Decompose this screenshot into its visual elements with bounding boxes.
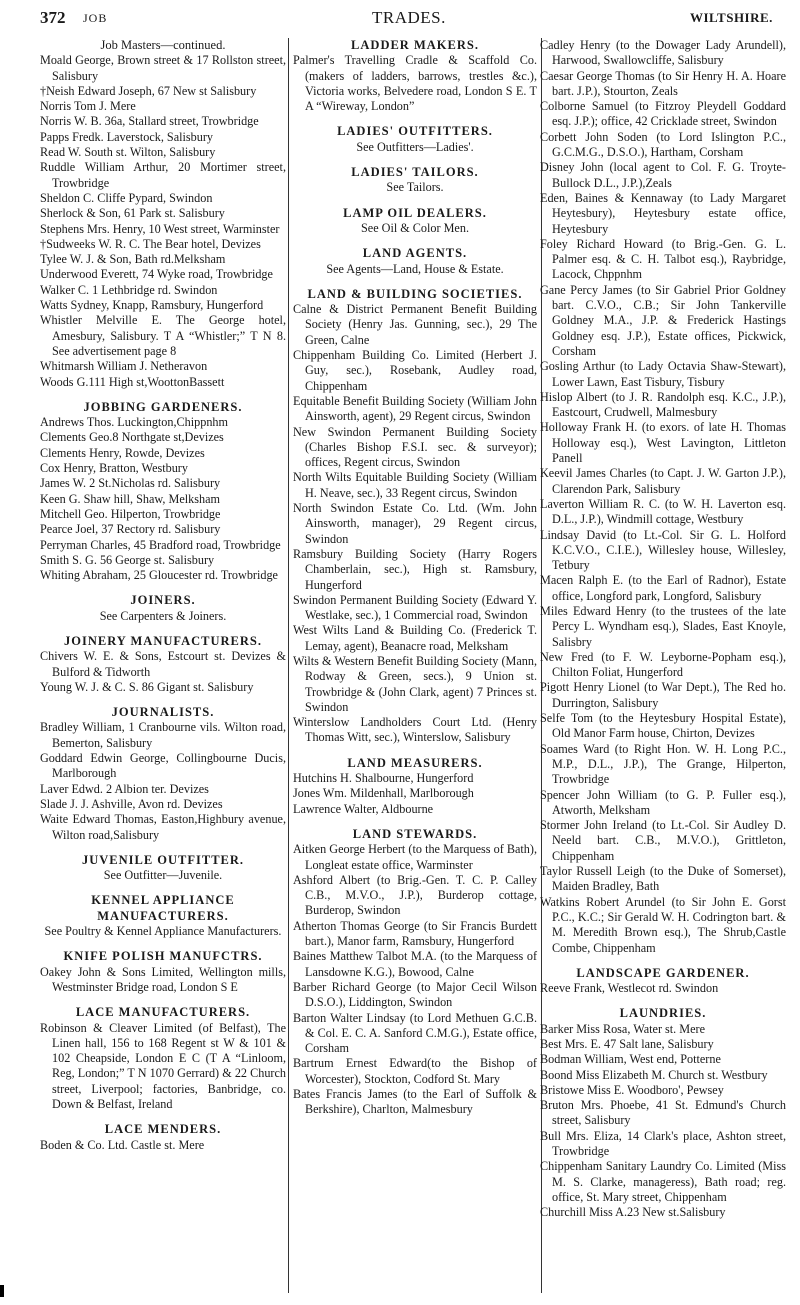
directory-entry: Holloway Frank H. (to exors. of late H. Thomas Holloway esq.), West Lavington, Littleton Panell	[540, 420, 786, 466]
section-heading: LAND AGENTS.	[362, 246, 468, 261]
directory-entry: Chippenham Building Co. Limited (Herbert J. Guy, sec.), Rosebank, Audley road, Chippenham	[293, 348, 537, 393]
cross-reference: See Outfitter—Juvenile.	[103, 868, 223, 883]
directory-entry: Winterslow Landholders Court Ltd. (Henry Thomas Witt, sec.), Winterslow, Salisbury	[293, 715, 537, 745]
section-heading: LAND MEASURERS.	[347, 755, 483, 770]
directory-entry: Read W. South st. Wilton, Salisbury	[40, 145, 216, 160]
directory-entry: Chippenham Sanitary Laundry Co. Limited (Miss M. S. Clarke, manageress), Bath road; reg. office, St. Mary street, Chippenham	[540, 1159, 786, 1204]
directory-entry: †Neish Edward Joseph, 67 New st Salisbury	[40, 83, 257, 98]
directory-entry: Clements Geo.8 Northgate st,Devizes	[40, 430, 224, 445]
directory-entry: Bristowe Miss E. Woodboro', Pewsey	[540, 1082, 724, 1097]
directory-entry: Selfe Tom (to the Heytesbury Hospital Estate), Old Manor Farm house, Chirton, Devizes	[540, 711, 786, 741]
section-heading: JOINERY MANUFACTURERS.	[64, 633, 262, 648]
directory-entry: Bradley William, 1 Cranbourne vils. Wilton road, Bemerton, Salisbury	[40, 720, 286, 750]
directory-entry: Young W. J. & C. S. 86 Gigant st. Salisbury	[40, 679, 254, 694]
directory-entry: Whiting Abraham, 25 Gloucester rd. Trowbridge	[40, 568, 278, 583]
directory-entry: Norris Tom J. Mere	[40, 99, 136, 114]
directory-entry: Caesar George Thomas (to Sir Henry H. A. Hoare bart. J.P.), Stourton, Zeals	[540, 68, 786, 98]
section-heading: KENNEL APPLIANCE MANUFACTURERS.	[91, 893, 235, 923]
directory-entry: Bodman William, West end, Potterne	[540, 1052, 721, 1067]
cross-reference: See Agents—Land, House & Estate.	[326, 261, 504, 276]
directory-entry: Barker Miss Rosa, Water st. Mere	[540, 1021, 705, 1036]
continued-heading: Job Masters—continued.	[100, 38, 226, 52]
directory-entry: Best Mrs. E. 47 Salt lane, Salisbury	[540, 1037, 714, 1051]
section-heading: LANDSCAPE GARDENER.	[576, 965, 750, 980]
directory-entry: Mitchell Geo. Hilperton, Trowbridge	[40, 506, 221, 521]
directory-entry: Pigott Henry Lionel (to War Dept.), The Red ho. Durrington, Salisbury	[540, 680, 786, 710]
directory-entry: James W. 2 St.Nicholas rd. Salisbury	[40, 476, 221, 491]
directory-entry: Goddard Edwin George, Collingbourne Ducis, Marlborough	[40, 751, 286, 781]
section-heading: JOBBING GARDENERS.	[83, 399, 243, 414]
directory-entry: Boden & Co. Ltd. Castle st. Mere	[40, 1137, 205, 1152]
section-heading: JOINERS.	[130, 593, 196, 608]
directory-entry: West Wilts Land & Building Co. (Frederick T. Lemay, agent), Beanacre road, Melksham	[293, 623, 537, 653]
section-heading: KNIFE POLISH MANUFCTRS.	[63, 949, 263, 964]
section-heading: LADDER MAKERS.	[351, 38, 479, 52]
directory-entry: Bates Francis James (to the Earl of Suffolk & Berkshire), Charlton, Malmesbury	[293, 1087, 537, 1117]
directory-entry: Cadley Henry (to the Dowager Lady Arundell), Harwood, Swallowcliffe, Salisbury	[540, 38, 786, 68]
directory-entry: Watkins Robert Arundel (to Sir John E. Gorst P.C., K.C.; Sir Gerald W. H. Codrington bart. & M. Meredith Brown esq.), The Shrub,Castle Combe, Chippenham	[540, 894, 786, 955]
section-heading: LACE MANUFACTURERS.	[75, 1005, 251, 1020]
directory-entry: Jones Wm. Mildenhall, Marlborough	[293, 786, 474, 801]
directory-entry: Spencer John William (to G. P. Fuller esq.), Atworth, Melksham	[540, 787, 786, 817]
directory-entry: Bull Mrs. Eliza, 14 Clark's place, Ashton street, Trowbridge	[540, 1128, 786, 1159]
directory-entry: Papps Fredk. Laverstock, Salisbury	[40, 129, 213, 144]
section-heading: LAND STEWARDS.	[352, 826, 478, 841]
directory-entry: Watts Sydney, Knapp, Ramsbury, Hungerford	[40, 298, 264, 313]
directory-entry: Norris W. B. 36a, Stallard street, Trowbridge	[40, 114, 259, 129]
directory-entry: Tylee W. J. & Son, Bath rd.Melksham	[40, 252, 226, 267]
directory-entry: Laver Edwd. 2 Albion ter. Devizes	[40, 781, 209, 796]
directory-entry: Andrews Thos. Luckington,Chippnhm	[40, 415, 228, 430]
cross-reference: See Carpenters & Joiners.	[99, 608, 227, 623]
directory-entry: Stephens Mrs. Henry, 10 West street, Warminster	[40, 221, 280, 236]
directory-entry: Baines Matthew Talbot M.A. (to the Marquess of Lansdowne K.G.), Bowood, Calne	[293, 949, 537, 979]
directory-entry: Miles Edward Henry (to the trustees of the late Percy L. Wyndham esq.), Slades, East Knoyle, Salisbry	[540, 603, 786, 649]
directory-entry: Gane Percy James (to Sir Gabriel Prior Goldney bart. C.V.O., C.B.; Sir John Tankerville Goldney M.A., J.P. & Frederick Hastings Goldney esq. J.P.), Estate offices, Pickwick, Corsham	[540, 282, 786, 358]
directory-entry: Underwood Everett, 74 Wyke road, Trowbridge	[40, 267, 273, 282]
directory-entry: Chivers W. E. & Sons, Estcourt st. Devizes & Bulford & Tidworth	[40, 649, 286, 679]
directory-entry: Eden, Baines & Kennaway (to Lady Margaret Heytesbury), Heytesbury estate office, Heytesbury	[540, 190, 786, 236]
directory-entry: Boond Miss Elizabeth M. Church st. Westbury	[540, 1067, 768, 1082]
directory-entry: Atherton Thomas George (to Sir Francis Burdett bart.), Manor farm, Ramsbury, Hungerford	[293, 918, 537, 949]
directory-entry: Smith S. G. 56 George st. Salisbury	[40, 552, 215, 567]
cross-reference: See Outfitters—Ladies'.	[356, 139, 474, 154]
page-header	[0, 4, 800, 30]
directory-entry: Walker C. 1 Lethbridge rd. Swindon	[40, 282, 218, 297]
directory-entry: Barber Richard George (to Major Cecil Wilson D.S.O.), Liddington, Swindon	[293, 979, 537, 1010]
directory-entry: Laverton William R. C. (to W. H. Laverton esq. D.L., J.P.), Windmill cottage, Westbury	[540, 496, 786, 527]
directory-entry: Hislop Albert (to J. R. Randolph esq. K.C., J.P.), Eastcourt, Crudwell, Malmesbury	[540, 389, 786, 420]
directory-entry: Gosling Arthur (to Lady Octavia Shaw-Stewart), Lower Lawn, East Tisbury, Tisbury	[540, 359, 786, 389]
scan-mark	[0, 1285, 4, 1297]
directory-entry: Whistler Melville E. The George hotel, Amesbury, Salisbury. T A “Whistler;” T N 8. See advertisement page 8	[40, 313, 286, 358]
directory-entry: Reeve Frank, Westlecot rd. Swindon	[540, 981, 719, 996]
running-head: JOB	[83, 11, 108, 25]
directory-entry: Palmer's Travelling Cradle & Scaffold Co. (makers of ladders, barrows, trestles &c.), Victoria works, Belvedere road, London S E. T A “Wireway, London”	[293, 53, 537, 114]
directory-entry: Foley Richard Howard (to Brig.-Gen. G. L. Palmer esq. & C. H. Talbot esq.), Raybridge, Lacock, Chppnhm	[540, 236, 786, 282]
column-right	[540, 38, 786, 1221]
directory-entry: Clements Henry, Rowde, Devizes	[40, 445, 205, 460]
directory-entry: North Wilts Equitable Building Society (William H. Neave, sec.), 33 Regent circus, Swindon	[293, 470, 537, 500]
directory-entry: Ashford Albert (to Brig.-Gen. T. C. P. Calley C.B., M.V.O., J.P.), Burderop cottage, Burderop, Swindon	[293, 872, 537, 918]
directory-entry: Barton Walter Lindsay (to Lord Methuen G.C.B. & Col. E. C. A. Sanford C.M.G.), Estate office, Corsham	[293, 1010, 537, 1056]
directory-entry: Disney John (local agent to Col. F. G. Troyte-Bullock D.L., J.P.),Zeals	[540, 160, 786, 190]
directory-entry: Pearce Joel, 37 Rectory rd. Salisbury	[40, 522, 221, 537]
directory-entry: Ruddle William Arthur, 20 Mortimer street, Trowbridge	[40, 160, 286, 190]
directory-entry: Aitken George Herbert (to the Marquess of Bath), Longleat estate office, Warminster	[293, 842, 537, 872]
directory-entry: North Swindon Estate Co. Ltd. (Wm. John Ainsworth, manager), 29 Regent circus, Swindon	[293, 501, 537, 546]
section-heading: LACE MENDERS.	[104, 1122, 222, 1137]
section-heading: LADIES' OUTFITTERS.	[337, 124, 493, 139]
directory-entry: Slade J. J. Ashville, Avon rd. Devizes	[40, 796, 223, 811]
directory-entry: †Sudweeks W. R. C. The Bear hotel, Devizes	[40, 236, 261, 251]
section-heading: LAND & BUILDING SOCIETIES.	[307, 286, 523, 301]
directory-entry: Calne & District Permanent Benefit Building Society (Henry Jas. Gunning, sec.), 29 The Green, Calne	[293, 302, 537, 347]
directory-entry: Taylor Russell Leigh (to the Duke of Somerset), Maiden Bradley, Bath	[540, 864, 786, 894]
directory-entry: Robinson & Cleaver Limited (of Belfast), The Linen hall, 156 to 168 Regent st W & 101 & 102 Cheapside, London E C (T A “Linloom, Reg, London;” T N 1070 Gerrard) & 22 Church street, Liverpool; factories, Banbridge, co. Down & Belfast, Ireland	[40, 1020, 286, 1111]
column-left	[40, 38, 286, 1153]
directory-entry: Oakey John & Sons Limited, Wellington mills, Westminster Bridge road, London S E	[40, 964, 286, 994]
directory-entry: Whitmarsh William J. Netheravon	[40, 359, 208, 374]
directory-entry: Moald George, Brown street & 17 Rollston street, Salisbury	[40, 53, 286, 83]
county-label: WILTSHIRE.	[690, 10, 773, 25]
directory-entry: Ramsbury Building Society (Harry Rogers Chamberlain, sec.), High st. Ramsbury, Hungerford	[293, 546, 537, 592]
directory-entry: Bruton Mrs. Phoebe, 41 St. Edmund's Church street, Salisbury	[540, 1098, 786, 1128]
directory-entry: Hutchins H. Shalbourne, Hungerford	[293, 771, 474, 786]
directory-entry: Wilts & Western Benefit Building Society (Mann, Rodway & Green, secs.), 9 Union st. Trowbridge & (John Clark, agent) 7 Princes st. Swindon	[293, 653, 537, 714]
page-title: TRADES.	[372, 8, 446, 27]
directory-entry: Lawrence Walter, Aldbourne	[293, 801, 434, 816]
page-number: 372	[40, 8, 66, 27]
column-middle	[288, 38, 542, 1293]
directory-entry: Lindsay David (to Lt.-Col. Sir G. L. Holford K.C.V.O., C.I.E.), Willesley house, Willesley, Tetbury	[540, 527, 786, 573]
directory-entry: Macen Ralph E. (to the Earl of Radnor), Estate office, Longford park, Longford, Salisbury	[540, 573, 786, 603]
directory-entry: Woods G.111 High st,WoottonBassett	[40, 374, 225, 389]
directory-entry: Perryman Charles, 45 Bradford road, Trowbridge	[40, 537, 281, 552]
directory-entry: Soames Ward (to Right Hon. W. H. Long P.C., M.P., D.L., J.P.), The Grange, Hilperton, Trowbridge	[540, 741, 786, 787]
directory-entry: Waite Edward Thomas, Easton,Highbury avenue, Wilton road,Salisbury	[40, 812, 286, 842]
directory-entry: Sheldon C. Cliffe Pypard, Swindon	[40, 190, 213, 205]
directory-entry: New Fred (to F. W. Leyborne-Popham esq.), Chilton Foliat, Hungerford	[540, 649, 786, 680]
section-heading: LAUNDRIES.	[619, 1006, 707, 1021]
directory-entry: Churchill Miss A.23 New st.Salisbury	[540, 1205, 726, 1220]
directory-entry: Colborne Samuel (to Fitzroy Pleydell Goddard esq. J.P.); office, 42 Cricklade street, Swindon	[540, 99, 786, 129]
section-heading: JUVENILE OUTFITTER.	[81, 852, 245, 867]
directory-entry: New Swindon Permanent Building Society (Charles Bishop F.S.I. sec. & surveyor); offices, Regent circus, Swindon	[293, 424, 537, 470]
directory-entry: Cox Henry, Bratton, Westbury	[40, 461, 188, 476]
directory-entry: Swindon Permanent Building Society (Edward Y. Westlake, sec.), 1 Commercial road, Swindon	[293, 592, 537, 623]
directory-entry: Stormer John Ireland (to Lt.-Col. Sir Audley D. Neeld bart. C.B., M.V.O.), Grittleton, Chippenham	[540, 818, 786, 863]
directory-entry: Bartrum Ernest Edward(to the Bishop of Worcester), Stockton, Codford St. Mary	[293, 1056, 537, 1086]
cross-reference: See Poultry & Kennel Appliance Manufacturers.	[44, 924, 282, 939]
section-heading: JOURNALISTS.	[111, 705, 215, 720]
directory-entry: Equitable Benefit Building Society (William John Ainsworth, agent), 29 Regent circus, Swindon	[293, 393, 537, 424]
directory-entry: Keen G. Shaw hill, Shaw, Melksham	[40, 491, 220, 506]
section-heading: LADIES' TAILORS.	[351, 165, 479, 180]
directory-entry: Sherlock & Son, 61 Park st. Salisbury	[40, 206, 225, 221]
section-heading: LAMP OIL DEALERS.	[343, 205, 487, 220]
cross-reference: See Tailors.	[386, 180, 444, 195]
directory-entry: Corbett John Soden (to Lord Islington P.C., G.C.M.G., D.S.O.), Hartham, Corsham	[540, 129, 786, 160]
cross-reference: See Oil & Color Men.	[361, 220, 469, 235]
directory-entry: Keevil James Charles (to Capt. J. W. Garton J.P.), Clarendon Park, Salisbury	[540, 466, 786, 496]
